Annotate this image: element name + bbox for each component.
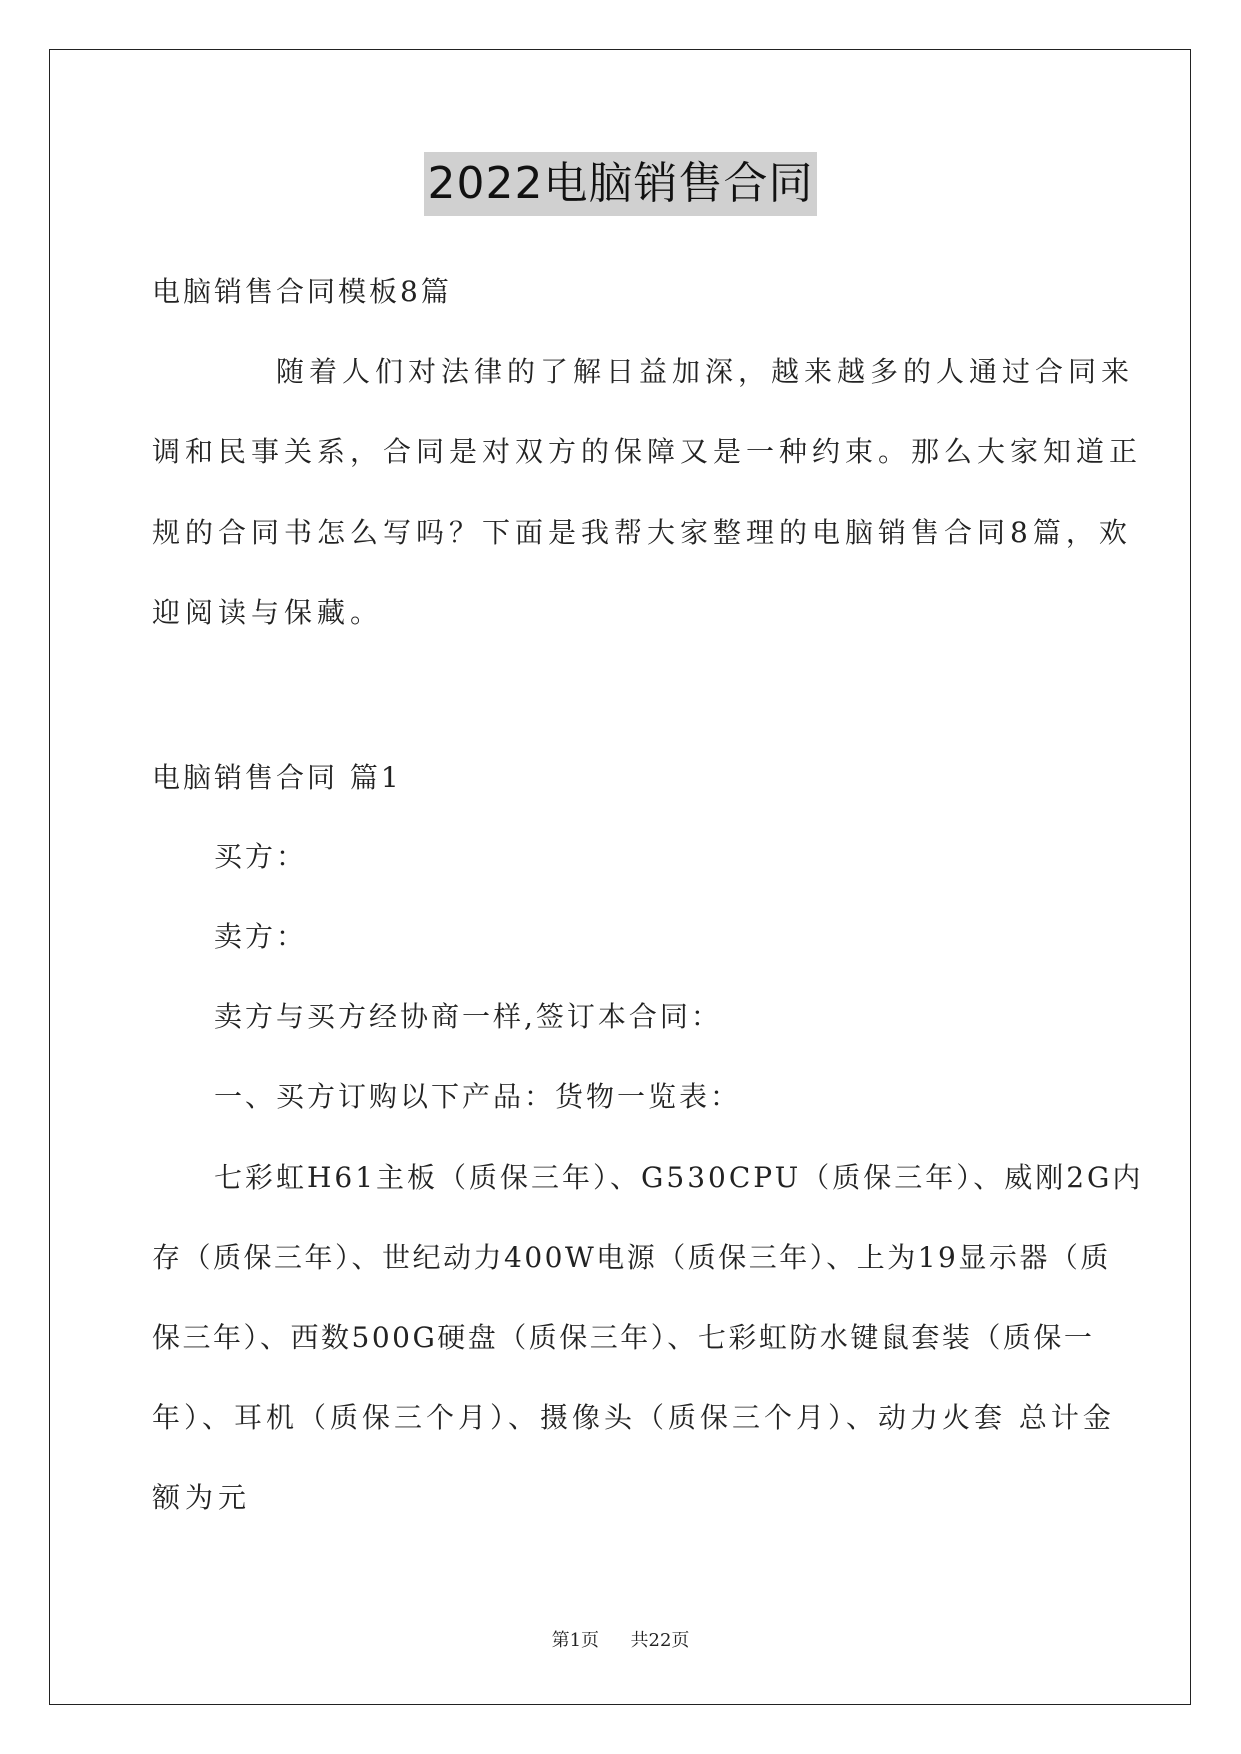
- intro-line-4: 迎阅读与保藏。: [152, 596, 384, 629]
- intro-line-2: 调和民事关系，合同是对双方的保障又是一种约束。那么大家知道正: [152, 435, 1143, 468]
- title-wrap: [0, 152, 1241, 216]
- product-line-3: 保三年）、西数500G硬盘（质保三年）、七彩虹防水键鼠套装（质保一: [152, 1321, 1095, 1354]
- agreement-line: 卖方与买方经协商一样,签订本合同：: [214, 1000, 722, 1033]
- buyer-label: 买方：: [214, 840, 308, 873]
- document-subtitle: 电脑销售合同模板8篇: [152, 275, 452, 308]
- product-line-1: 七彩虹H61主板（质保三年）、G530CPU（质保三年）、威刚2G内: [214, 1161, 1144, 1194]
- product-line-4: 年）、耳机（质保三个月）、摄像头（质保三个月）、动力火套 总计金: [152, 1401, 1115, 1434]
- clause-one: 一、买方订购以下产品：货物一览表：: [214, 1080, 742, 1113]
- page-footer: [0, 1626, 1241, 1652]
- section-heading: 电脑销售合同 篇1: [152, 761, 402, 794]
- seller-label: 卖方：: [214, 920, 308, 953]
- intro-line-1: 随着人们对法律的了解日益加深，越来越多的人通过合同来: [276, 355, 1135, 388]
- product-line-2: 存（质保三年）、世纪动力400W电源（质保三年）、上为19显示器（质: [152, 1241, 1111, 1274]
- document-title: 2022电脑销售合同: [424, 152, 818, 216]
- page-total: 共22页: [630, 1630, 690, 1651]
- product-line-5: 额为元: [152, 1481, 252, 1514]
- intro-line-3: 规的合同书怎么写吗？下面是我帮大家整理的电脑销售合同8篇，欢: [152, 516, 1132, 549]
- page-number: 第1页: [551, 1630, 600, 1651]
